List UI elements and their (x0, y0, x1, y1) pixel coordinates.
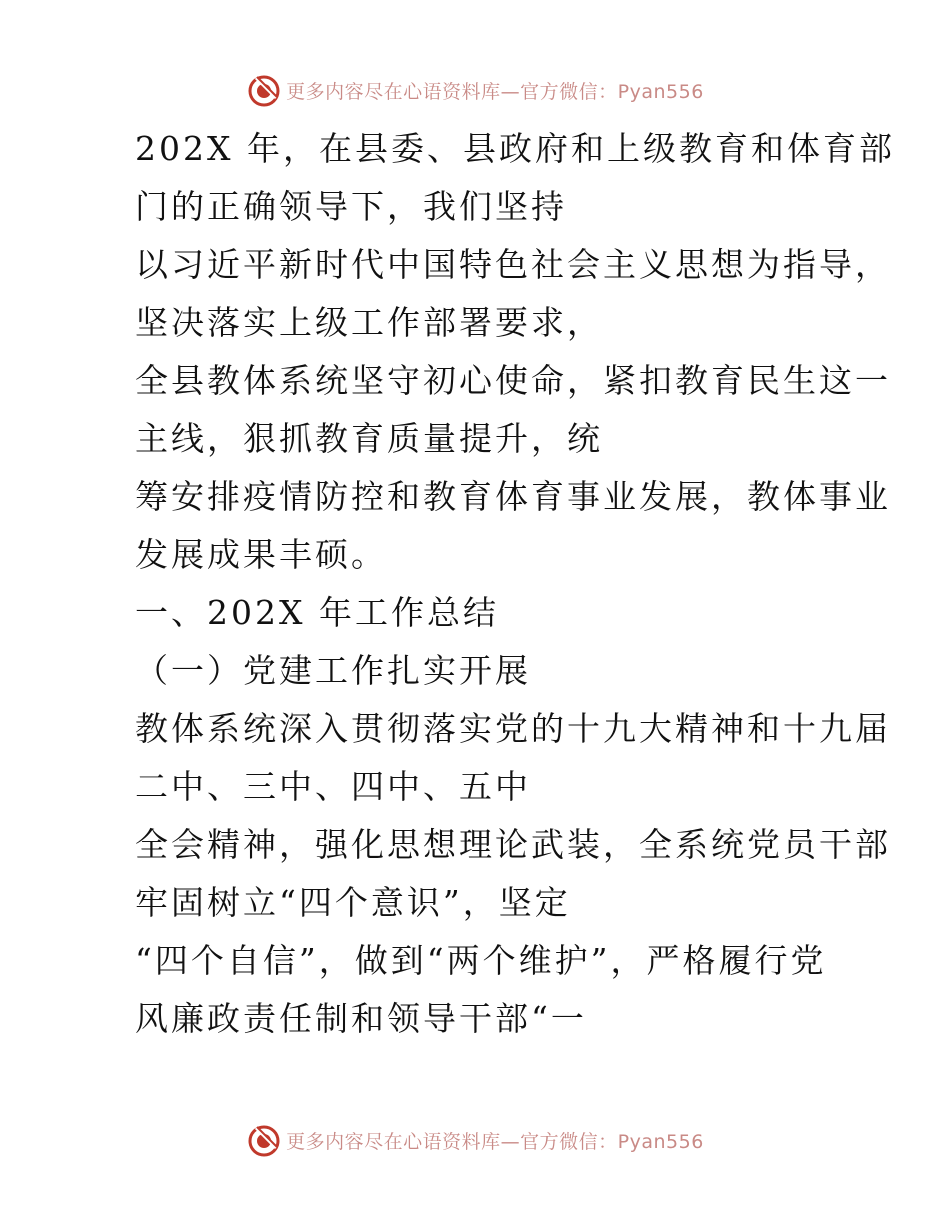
text-line: 202X 年，在县委、县政府和上级教育和体育部 (135, 129, 895, 168)
text-line: 发展成果丰硕。 (135, 535, 387, 574)
document-body (98, 120, 895, 1048)
text-line: 全县教体系统坚守初心使命，紧扣教育民生这一 (135, 361, 891, 400)
text-line: （一）党建工作扎实开展 (135, 651, 531, 690)
header-watermark (0, 70, 950, 110)
text-line: 一、202X 年工作总结 (135, 593, 499, 632)
text-line: 牢固树立“四个意识”，坚定 (135, 883, 571, 922)
text-line: 筹安排疫情防控和教育体育事业发展，教体事业 (135, 477, 891, 516)
brand-logo-icon (246, 72, 282, 108)
paragraph (98, 236, 891, 352)
paragraph (98, 120, 895, 236)
paragraph (98, 700, 891, 816)
footer-watermark (0, 1120, 950, 1160)
text-line: 全会精神，强化思想理论武装，全系统党员干部 (135, 825, 891, 864)
subsection-heading (98, 642, 858, 700)
text-line: 教体系统深入贯彻落实党的十九大精神和十九届 (135, 709, 891, 748)
paragraph (98, 816, 891, 932)
paragraph (98, 352, 891, 468)
text-line: “四个自信”，做到“两个维护”，严格履行党 (135, 941, 827, 980)
text-line: 主线，狠抓教育质量提升，统 (135, 419, 603, 458)
paragraph (98, 468, 891, 584)
brand-logo-icon (246, 1122, 282, 1158)
watermark-text: 更多内容尽在心语资料库—官方微信：Pyan556 (286, 1130, 704, 1153)
section-heading (98, 584, 858, 642)
text-line: 坚决落实上级工作部署要求， (135, 303, 603, 342)
text-line: 以习近平新时代中国特色社会主义思想为指导， (135, 245, 891, 284)
paragraph (98, 932, 858, 1048)
watermark-text: 更多内容尽在心语资料库—官方微信：Pyan556 (286, 80, 704, 103)
text-line: 门的正确领导下，我们坚持 (135, 187, 567, 226)
text-line: 二中、三中、四中、五中 (135, 767, 531, 806)
text-line: 风廉政责任制和领导干部“一 (135, 999, 587, 1038)
